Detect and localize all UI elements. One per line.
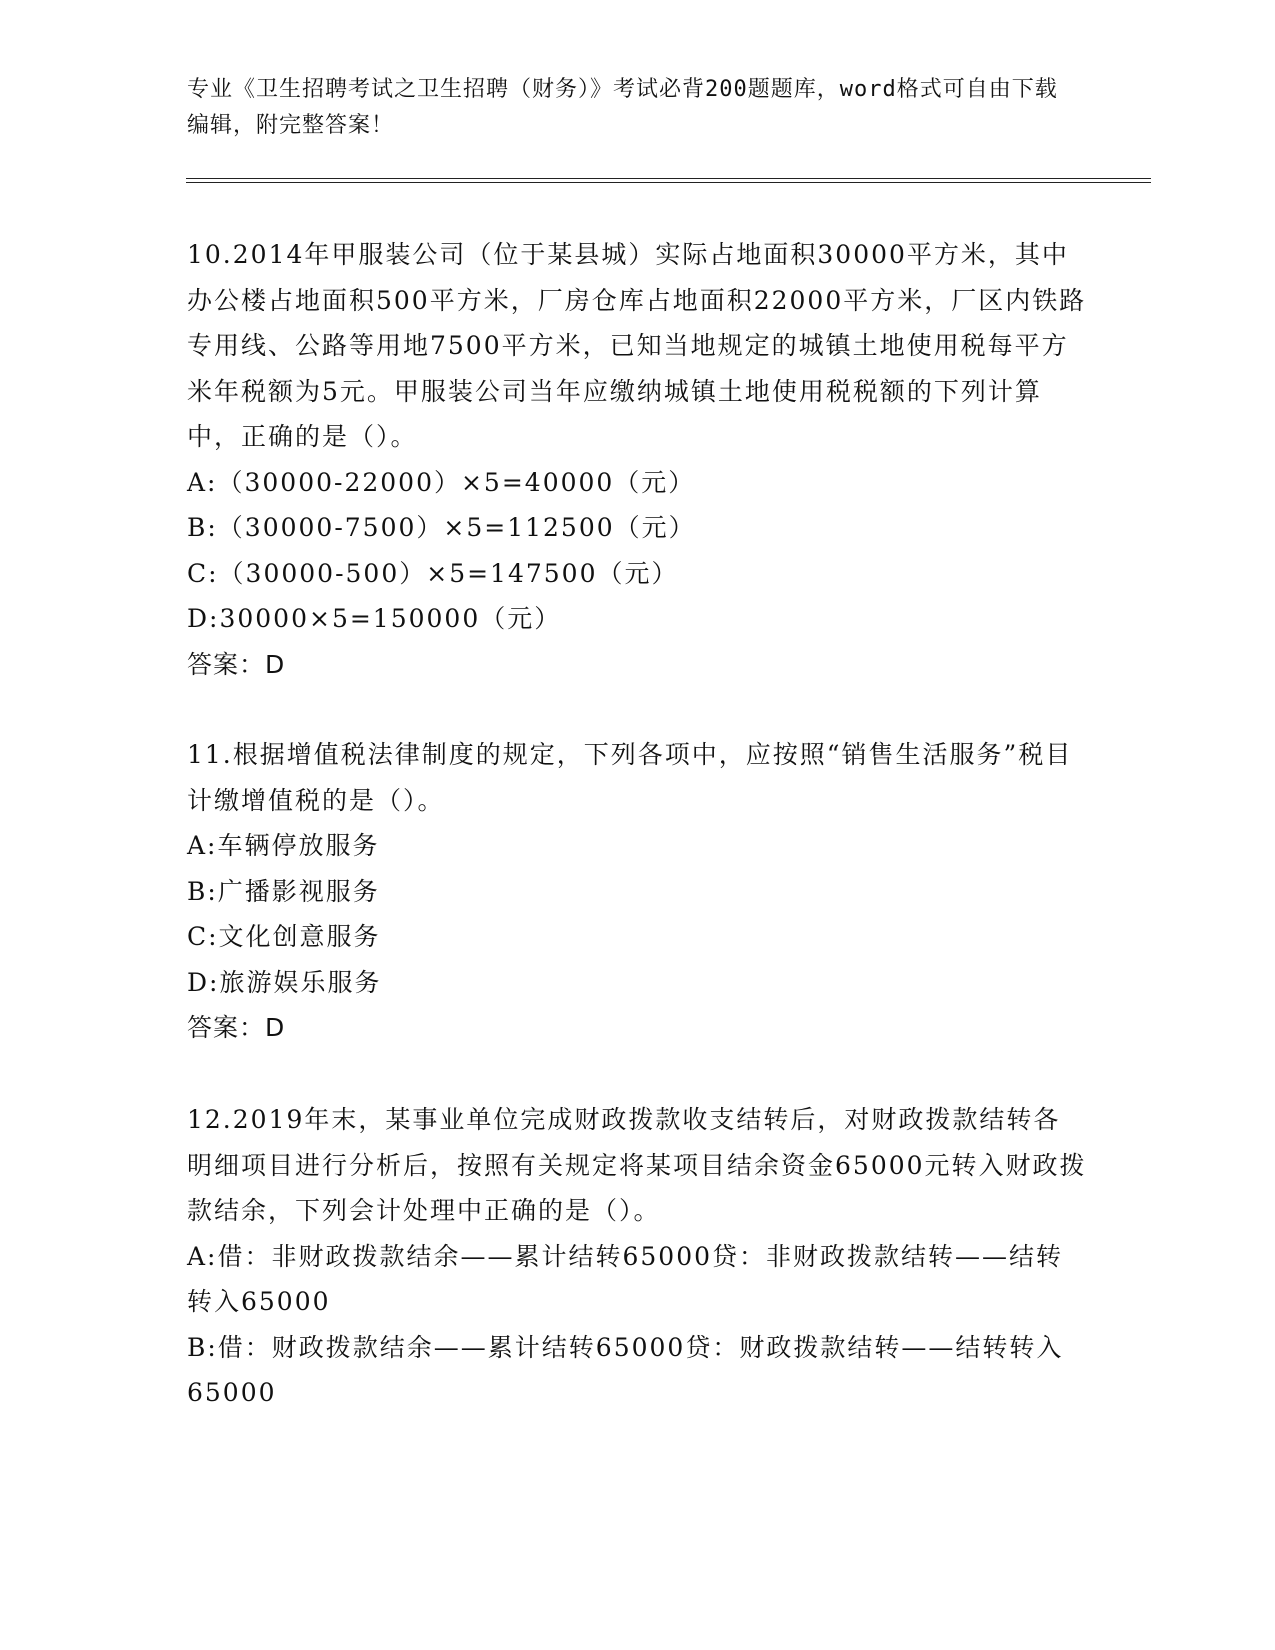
question-stem: 12.2019年末，某事业单位完成财政拨款收支结转后，对财政拨款结转各明细项目进行分析后，按照有关规定将某项目结余资金65000元转入财政拨款结余，下列会计处理中正确的是（）。: [187, 1105, 1087, 1225]
option-b: B:借：财政拨款结余——累计结转65000贷：财政拨款结转——结转转入65000: [187, 1332, 1064, 1407]
option-c: C:（30000-500）×5=147500（元）: [187, 558, 679, 588]
option-a: A:车辆停放服务: [187, 831, 380, 860]
document-header: 专业《卫生招聘考试之卫生招聘（财务）》考试必背200题题库，word格式可自由下载编辑，附完整答案！: [187, 77, 1058, 138]
answer-label: 答案：D: [187, 1013, 286, 1042]
question-12: [187, 1097, 1087, 1416]
question-10: [187, 232, 1087, 687]
option-a: A:借：非财政拨款结余——累计结转65000贷：非财政拨款结转——结转转入65000: [187, 1241, 1064, 1316]
question-stem: 10.2014年甲服装公司（位于某县城）实际占地面积30000平方米，其中办公楼占地面积500平方米，厂房仓库占地面积22000平方米，厂区内铁路专用线、公路等用地7500平方米，已知当地规定的城镇土地使用税每平方米年税额为5元。甲服装公司当年应缴纳城镇土地使用税税额的下列计算中，正确的是（）。: [187, 240, 1087, 451]
option-a: A:（30000-22000）×5=40000（元）: [187, 467, 696, 497]
header-divider-bottom: [186, 182, 1151, 183]
option-b: B:广播影视服务: [187, 876, 380, 906]
question-11: [187, 732, 1087, 1051]
option-c: C:文化创意服务: [187, 922, 381, 951]
header-divider-top: [186, 178, 1151, 179]
option-d: D:30000×5=150000（元）: [187, 604, 562, 633]
option-d: D:旅游娱乐服务: [187, 967, 382, 997]
option-b: B:（30000-7500）×5=112500（元）: [187, 513, 696, 542]
answer-label: 答案：D: [187, 649, 286, 679]
question-stem: 11.根据增值税法律制度的规定，下列各项中，应按照“销售生活服务”税目计缴增值税的是（）。: [187, 740, 1073, 815]
